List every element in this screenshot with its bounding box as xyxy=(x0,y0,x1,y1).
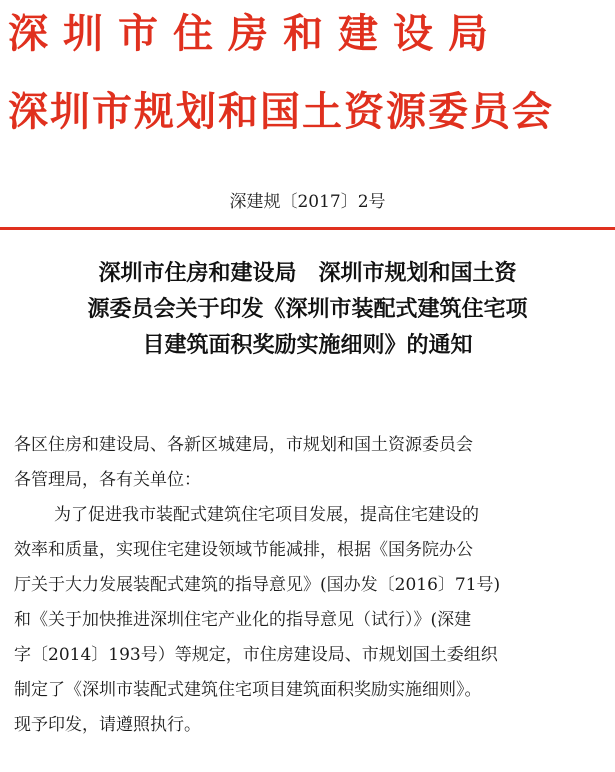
issuer-bureau-heading: 深圳市住房和建设局 xyxy=(8,10,503,57)
document-number: 深建规〔2017〕2号 xyxy=(229,192,386,212)
recipient-line: 各区住房和建设局、各新区城建局，市规划和国土资源委员会 xyxy=(14,435,473,455)
body-paragraph-line: 为了促进我市装配式建筑住宅项目发展，提高住宅建设的 xyxy=(54,505,479,525)
body-paragraph-line: 制定了《深圳市装配式建筑住宅项目建筑面积奖励实施细则》。 xyxy=(14,680,482,700)
title-line: 目建筑面积奖励实施细则》的通知 xyxy=(142,333,473,358)
body-paragraph-line: 和《关于加快推进深圳住宅产业化的指导意见（试行）》(深建 xyxy=(14,610,472,630)
title-line: 源委员会关于印发《深圳市装配式建筑住宅项 xyxy=(87,297,528,322)
issuer-committee-heading: 深圳市规划和国土资源委员会 xyxy=(8,88,554,135)
body-paragraph-line: 效率和质量，实现住宅建设领域节能减排，根据《国务院办公 xyxy=(14,540,473,560)
body-paragraph-line: 字〔2014〕193号）等规定，市住房建设局、市规划国土委组织 xyxy=(14,645,498,665)
title-line: 深圳市住房和建设局 深圳市规划和国土资 xyxy=(98,261,517,286)
red-divider-line xyxy=(0,227,615,230)
document-title xyxy=(0,256,615,364)
document-body xyxy=(14,428,610,743)
body-paragraph-line: 现予印发，请遵照执行。 xyxy=(14,715,201,735)
recipient-line: 各管理局，各有关单位： xyxy=(14,470,201,490)
body-paragraph-line: 厅关于大力发展装配式建筑的指导意见》(国办发〔2016〕71号) xyxy=(14,575,501,595)
